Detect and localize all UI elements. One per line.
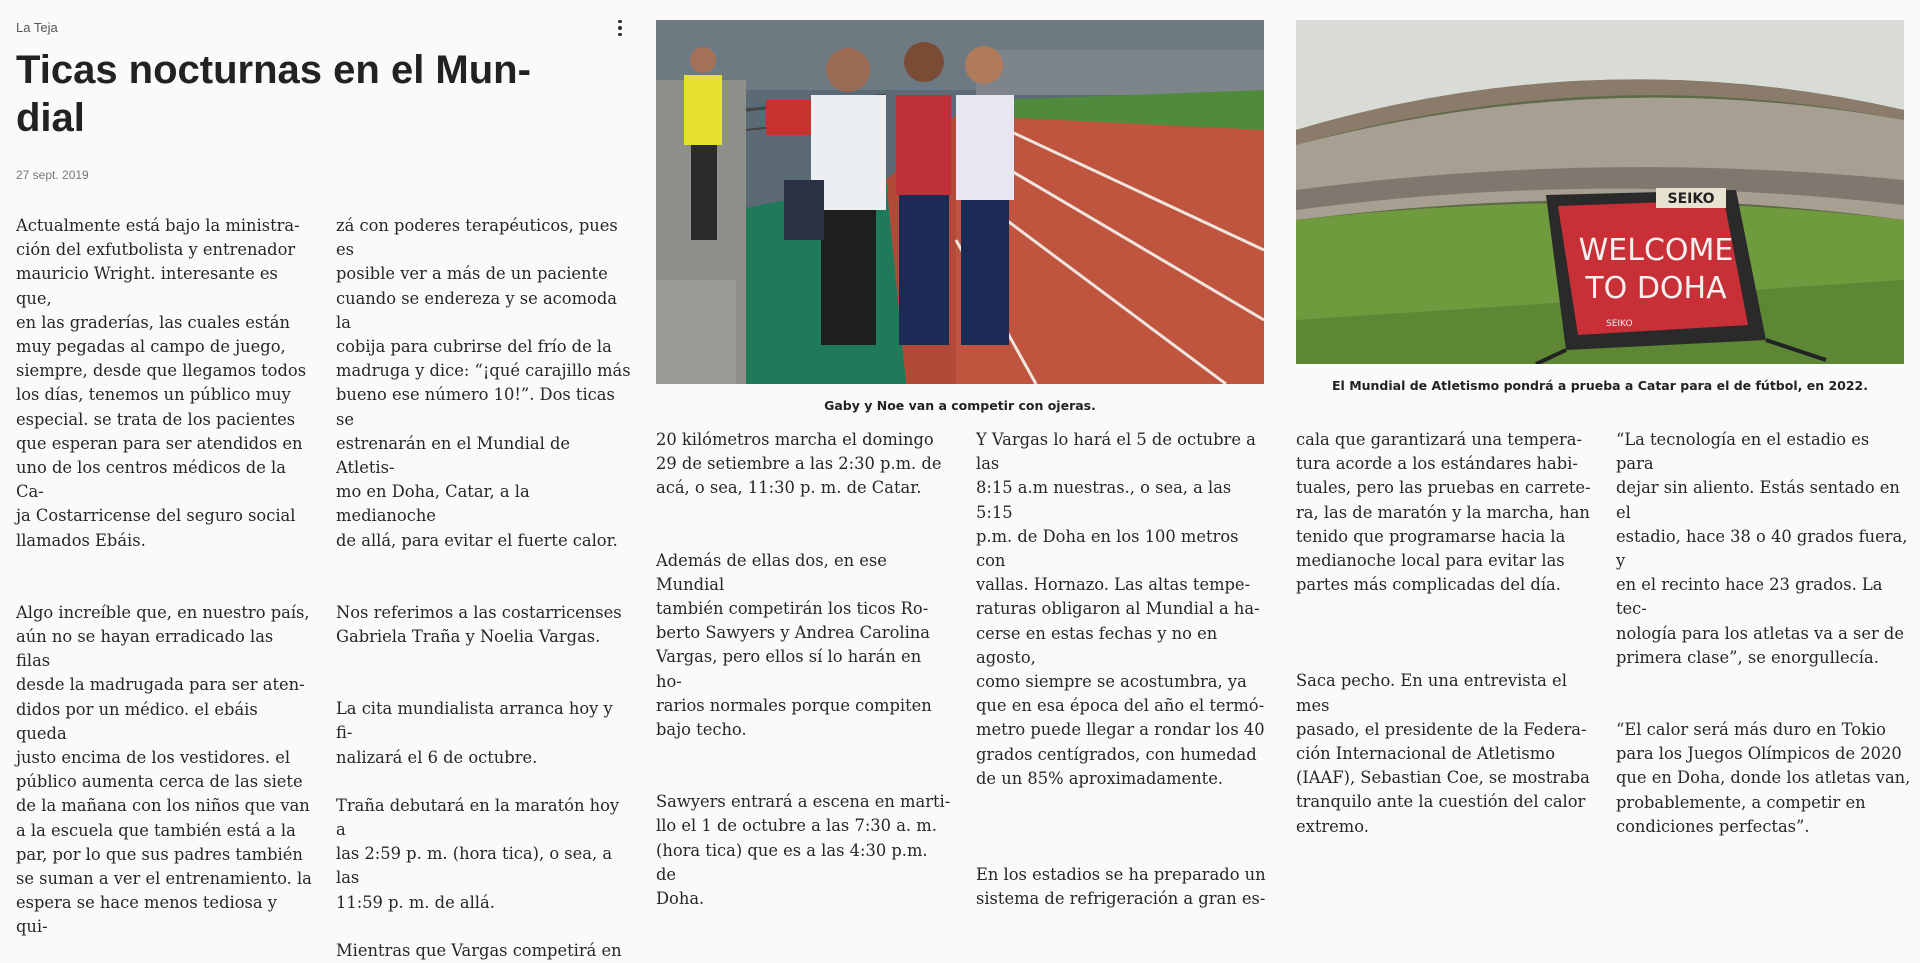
paragraph: 20 kilómetros marcha el domingo 29 de setiembre a las 2:30 p.m. de acá, o sea, 11:30 p. m. de Catar. (656, 430, 942, 498)
paragraph: Traña debutará en la maratón hoy a las 2:59 p. m. (hora tica), o sea, a las 11:59 p. m. de allá. (336, 795, 620, 912)
photo-athletes (656, 20, 1264, 384)
article-date: 27 sept. 2019 (16, 168, 89, 182)
paragraph: zá con poderes terapéuticos, pues es posible ver a más de un paciente cuando se endereza y se acomoda la cobija para cubrirse del frío de la madruga y dice: “¡qué carajillo más bueno ese número 10!”. Dos ticas se estrenarán en el Mundial de Atletis- mo en Doha, Catar, a la medianoche de allá, para evitar el fuerte calor. (336, 216, 631, 550)
more-options-icon[interactable] (610, 14, 630, 42)
text-column-6 (1616, 428, 1912, 839)
paragraph: “El calor será más duro en Tokio para los Juegos Olímpicos de 2020 que en Doha, donde los atletas van, probablemente, a competir en condiciones perfectas”. (1616, 720, 1911, 836)
photo-caption: El Mundial de Atletismo pondrá a prueba a Catar para el de fútbol, en 2022. (1332, 378, 1868, 393)
paragraph: Nos referimos a las costarricenses Gabriela Traña y Noelia Vargas. (336, 602, 622, 647)
sign-line1: WELCOME (1578, 233, 1734, 268)
paragraph: cala que garantizará una tempera- tura acorde a los estándares habi- tuales, pero las pruebas en carrete- ra, las de maratón y la marcha, han tenido que programarse hacia la medianoche local para evitar las partes más complicadas del día. (1296, 430, 1591, 595)
paragraph: Sawyers entrará a escena en marti- llo el 1 de octubre a las 7:30 a. m. (hora tica) que es a las 4:30 p.m. de Doha. (656, 792, 951, 909)
paragraph: Mientras que Vargas competirá en (336, 940, 622, 960)
sign-brand: SEIKO (1667, 191, 1715, 207)
text-column-5 (1296, 428, 1592, 839)
photo-caption: Gaby y Noe van a competir con ojeras. (824, 398, 1096, 413)
article-title: Ticas nocturnas en el Mun- dial (16, 48, 531, 140)
paragraph: En los estadios se ha preparado un sistema de refrigeración a gran es- (976, 865, 1266, 909)
paragraph: Saca pecho. En una entrevista el mes pasado, el presidente de la Federa- ción Internacional de Atletismo (IAAF), Sebastian Coe, se mostraba tranquilo ante la cuestión del calor extremo. (1296, 671, 1590, 836)
publication-name: La Teja (16, 20, 58, 35)
paragraph: La cita mundialista arranca hoy y fi- nalizará el 6 de octubre. (336, 699, 613, 767)
text-column-4 (976, 428, 1272, 911)
sign-line2: TO DOHA (1585, 271, 1727, 306)
photo-stadium (1296, 20, 1904, 364)
paragraph: Y Vargas lo hará el 5 de octubre a las 8:15 a.m nuestras., o sea, a las 5:15 p.m. de Doha en los 100 metros con vallas. Hornazo. Las altas tempe- raturas obligaron al Mundial a ha- cerse en estas fechas y no en agosto, como siempre se acostumbra, ya que en esa época del año el termó- metro puede llegar a rondar los 40 grados centígrados, con humedad de un 85% aproximadamente. (976, 430, 1265, 788)
paragraph: Actualmente está bajo la ministra- ción del exfutbolista y entrenador mauricio Wright. interesante es que, en las graderías, las cuales están muy pegadas al campo de juego, siempre, desde que llegamos todos los días, tenemos un público muy especial. se trata de los pacientes que esperan para ser atendidos en uno de los centros médicos de la Ca- ja Costarricense del seguro social llamados Ebáis. (16, 216, 307, 550)
sign-footer: SEIKO (1606, 319, 1633, 329)
paragraph: “La tecnología en el estadio es para dejar sin aliento. Estás sentado en el estadio, hace 38 o 40 grados fuera, y en el recinto hace 23 grados. La tec- nología para los atletas va a ser de primera clase”, se enorgullecía. (1616, 430, 1908, 667)
text-column-1 (16, 214, 312, 940)
paragraph: Además de ellas dos, en ese Mundial también competirán los ticos Ro- berto Sawyers y Andrea Carolina Vargas, pero ellos sí lo harán en ho- rarios normales porque compiten bajo techo. (656, 550, 932, 740)
paragraph: Algo increíble que, en nuestro país, aún no se hayan erradicado las filas desde la madrugada para ser aten- didos por un médico. el ebáis queda justo encima de los vestidores. el público aumenta cerca de las siete de la mañana con los niños que van a la escuela que también está a la par, por lo que sus padres también se suman a ver el entrenamiento. la espera se hace menos tediosa y qui- (16, 602, 312, 937)
text-column-2 (336, 214, 632, 963)
text-column-3 (656, 428, 952, 911)
